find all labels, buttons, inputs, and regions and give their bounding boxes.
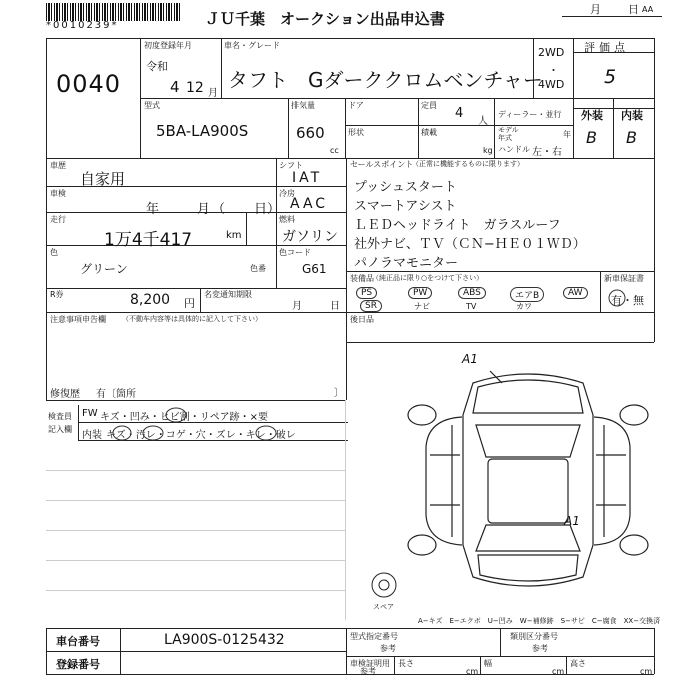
spare-label: スペア <box>373 603 394 611</box>
inspector-label-2: 記入欄 <box>48 425 72 434</box>
width-unit: cm <box>552 667 565 676</box>
color-number-label: 色番 <box>250 264 266 273</box>
equipment-leather: カワ <box>516 302 532 311</box>
equipment-label: 装備品 <box>350 274 374 283</box>
chassis-label: 車台番号 <box>56 635 100 648</box>
day-label: 日 <box>628 3 639 16</box>
mileage-unit: km <box>226 230 242 241</box>
interior-label: 内装 <box>621 109 643 122</box>
repair-value: 有〔箇所 <box>96 389 136 400</box>
recycle-value: 8,200 <box>130 292 171 308</box>
equipment-abs: ABS <box>458 287 486 299</box>
equipment-airbag: エアB <box>510 287 544 302</box>
barcode <box>46 3 180 21</box>
model-label: 型式 <box>144 101 160 110</box>
certificate-ref: 参考 <box>360 667 376 676</box>
diagram-mark-1: A1 <box>462 352 478 366</box>
notes-label: 注意事項申告欄 <box>50 315 106 324</box>
damage-marks <box>78 402 338 442</box>
aircon-label: 冷房 <box>279 189 295 198</box>
model-value: 5BA-LA900S <box>156 122 249 140</box>
warranty-value: 有・無 <box>611 294 644 307</box>
payload-label: 積載 <box>421 128 437 137</box>
shape-label: 形状 <box>348 128 364 137</box>
capacity-label: 定員 <box>421 101 437 110</box>
fuel-label: 燃料 <box>279 215 295 224</box>
certificate-label: 車検証明用 <box>350 659 390 668</box>
car-name-value: タフト Gダーククロムベンチャー <box>228 68 543 92</box>
equipment-tv: TV <box>466 302 477 311</box>
spare-tire-icon <box>369 570 399 600</box>
drive-2wd: 2WD <box>538 46 565 59</box>
height-unit: cm <box>640 667 653 676</box>
equipment-sr: SR <box>360 300 382 312</box>
aircon-value: AAC <box>290 196 329 212</box>
selling-points-label: セールスポイント <box>350 160 414 169</box>
chassis-value: LA900S-0125432 <box>164 632 285 648</box>
inspector-label-1: 検査員 <box>48 412 72 421</box>
rating-value: 5 <box>604 66 618 88</box>
equipment-pw: PW <box>408 287 432 299</box>
registration-era: 令和 <box>146 60 168 73</box>
selling-points-sub: （正常に機能するものに限ります） <box>412 160 524 168</box>
drive-dot: ・ <box>548 64 559 77</box>
inspection-label: 車検 <box>50 189 66 198</box>
car-damage-diagram <box>398 355 658 605</box>
shift-label: シフト <box>279 161 303 170</box>
length-label: 長さ <box>398 659 414 668</box>
equipment-sub: （純正品に限り○をつけて下さい） <box>372 274 484 282</box>
category-ref: 参考 <box>532 644 548 653</box>
name-change-day: 日 <box>330 301 340 312</box>
rating-label: 評価点 <box>584 41 629 54</box>
payload-unit: kg <box>483 146 493 155</box>
barcode-text: *0010239* <box>46 20 119 31</box>
inspection-day-open: （ <box>212 202 226 217</box>
registration-month: 12 <box>186 80 204 96</box>
lot-number: 0040 <box>56 70 122 98</box>
displacement-label: 排気量 <box>291 101 315 110</box>
car-name-label: 車名・グレード <box>224 41 280 50</box>
inspection-month: 月 <box>197 202 211 217</box>
exterior-label: 外装 <box>581 109 603 122</box>
capacity-unit: 人 <box>478 116 488 127</box>
month-label: 月 <box>590 3 601 16</box>
plate-label: 登録番号 <box>56 658 100 671</box>
category-label: 類別区分番号 <box>510 632 558 641</box>
warranty-label: 新車保証書 <box>604 274 644 283</box>
name-change-label: 名変通知期限 <box>204 290 252 299</box>
selling-point-2: スマートアシスト <box>354 199 457 214</box>
model-year-label: モデル年式 <box>498 126 519 142</box>
model-year-unit: 年 <box>563 130 571 139</box>
equipment-aw: AW <box>563 287 588 299</box>
name-change-month: 月 <box>292 301 302 312</box>
registration-year: 4 <box>170 78 180 96</box>
displacement-unit: cc <box>330 146 339 155</box>
exterior-value: B <box>586 128 598 147</box>
shift-value: IAT <box>292 170 323 186</box>
inspection-year: 年 <box>146 202 160 217</box>
damage-fw-items: キズ・凹み・ヒビ割・リペア跡・×要 <box>100 412 268 423</box>
damage-fw-prefix: FW <box>82 408 98 419</box>
equipment-navi: ナビ <box>414 302 430 311</box>
diagram-legend: A−キズ E−エクボ U−凹み W−補修跡 S−サビ C−腐食 XX−交換済 <box>418 617 661 625</box>
fuel-value: ガソリン <box>282 229 338 245</box>
history-value: 自家用 <box>80 170 126 188</box>
history-label: 車歴 <box>50 161 66 170</box>
drive-4wd: 4WD <box>538 78 565 91</box>
length-unit: cm <box>466 667 479 676</box>
mileage-value: 1万4千417 <box>104 230 193 250</box>
dealer-label: ディーラー・並行 <box>498 110 562 119</box>
type-designation-ref: 参考 <box>380 644 396 653</box>
notes-sub: （不動车内容等は具体的に記入して下さい） <box>122 315 262 323</box>
color-code-label: 色コード <box>279 248 311 257</box>
color-code-value: G61 <box>302 262 327 276</box>
registration-label: 初度登録年月 <box>144 41 192 50</box>
selling-point-1: プッシュスタート <box>354 180 457 195</box>
afterday-label: 後日品 <box>350 315 374 324</box>
damage-int-items: キズ・汚レ・コゲ・穴・ズレ・キレ・破レ <box>106 430 296 441</box>
mileage-label: 走行 <box>50 215 66 224</box>
width-label: 幅 <box>484 659 492 668</box>
equipment-ps: PS <box>356 287 377 299</box>
form-title: ＪＵ千葉 オークション出品申込書 <box>205 10 445 28</box>
selling-point-5: パノラマモニター <box>354 256 459 271</box>
damage-int-prefix: 内装 <box>82 430 102 441</box>
color-label: 色 <box>50 248 58 257</box>
color-value: グリーン <box>80 262 128 276</box>
repair-label: 修復歴 <box>50 389 80 400</box>
selling-point-4: 社外ナビ、ＴＶ（ＣＮ−ＨＥ０１ＷＤ） <box>354 237 586 252</box>
recycle-unit: 円 <box>184 297 195 310</box>
aa-label: AA <box>642 5 654 14</box>
selling-point-3: ＬＥＤヘッドライト ガラスルーフ <box>354 218 561 233</box>
handle-value: 左・右 <box>532 147 562 158</box>
repair-close: 〕 <box>334 388 344 399</box>
interior-value: B <box>626 128 638 147</box>
doors-label: ドア <box>348 101 364 110</box>
diagram-mark-2: A1 <box>564 514 580 528</box>
warranty-circle <box>608 289 626 307</box>
capacity-value: 4 <box>455 106 464 121</box>
handle-label: ハンドル <box>498 145 530 154</box>
displacement-value: 660 <box>296 124 325 142</box>
type-designation-label: 型式指定番号 <box>350 632 398 641</box>
recycle-label: R券 <box>50 290 64 299</box>
inspection-day: 日） <box>254 202 281 217</box>
registration-month-unit: 月 <box>208 88 218 99</box>
height-label: 高さ <box>570 659 586 668</box>
